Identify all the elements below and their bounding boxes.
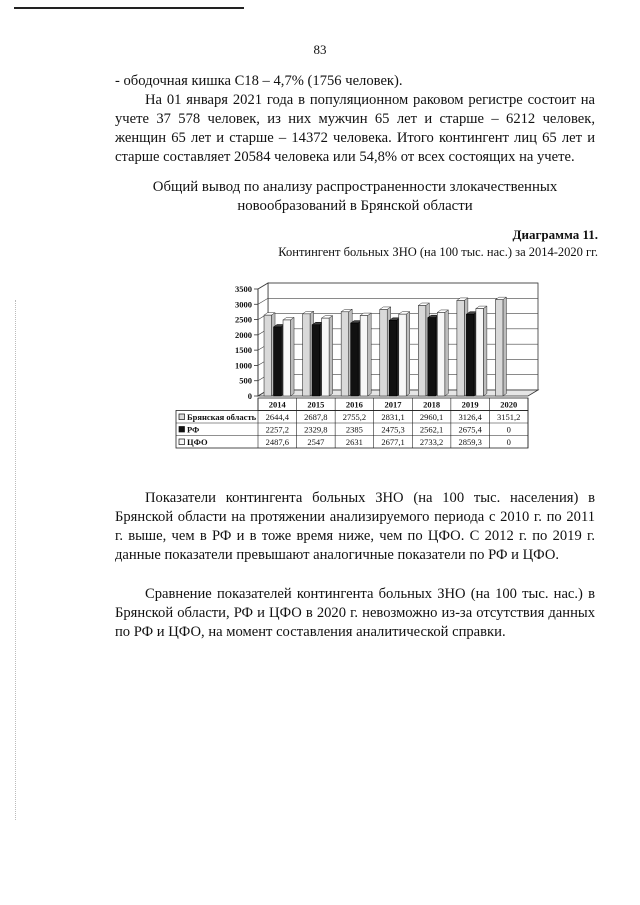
bar-rf-2019 (466, 314, 474, 396)
data-label: 2677,1 (381, 437, 405, 447)
bar-bryansk-2014 (264, 315, 272, 396)
x-tick-label-2018: 2018 (423, 399, 441, 410)
y-tick-label: 500 (239, 375, 252, 386)
bar-cfo-2016 (360, 316, 368, 396)
y-tick-label: 1500 (235, 345, 252, 356)
legend-label-bryansk: Брянская область (187, 412, 257, 422)
bar-cfo-2017-side (406, 312, 410, 396)
y-tick-label: 3500 (235, 284, 252, 294)
legend-key-rf (179, 427, 185, 433)
data-label: 0 (506, 424, 511, 435)
x-tick-label-2019: 2019 (461, 399, 479, 410)
legend-label-cfo: ЦФО (187, 437, 208, 447)
bar-rf-2018 (428, 318, 436, 396)
bar-rf-2017 (389, 320, 397, 396)
bar-bryansk-2020-side (503, 297, 507, 396)
y-tick-label: 1000 (235, 360, 252, 371)
paragraph-colon: - ободочная кишка С18 – 4,7% (1756 человек). (115, 73, 403, 89)
x-tick-label-2016: 2016 (345, 399, 363, 410)
diagram-caption: Контингент больных ЗНО (на 100 тыс. нас.) за 2014-2020 гг. (278, 245, 598, 259)
bar-cfo-2015 (322, 318, 330, 396)
bar-cfo-2014-side (291, 317, 295, 396)
bar-cfo-2016-side (368, 313, 372, 396)
data-label: 2475,3 (381, 424, 405, 435)
bar-cfo-2017 (399, 314, 407, 396)
bar-bryansk-2015 (303, 314, 311, 396)
x-tick-label-2014: 2014 (268, 399, 286, 410)
data-label: 2257,2 (265, 424, 289, 435)
y-tick-label: 2000 (235, 329, 252, 340)
data-label: 2329,8 (304, 424, 328, 435)
data-label: 2644,4 (265, 412, 289, 422)
bar-cfo-2019-side (483, 306, 487, 396)
bar-bryansk-2019 (457, 300, 465, 396)
legend-key-cfo (179, 439, 185, 445)
bar-cfo-2018 (437, 312, 445, 396)
paragraph-conclusion-2: Сравнение показателей контингента больных ЗНО (на 100 тыс. нас.) в Брянской области, РФ и ЦФО в 2020 г. невозможно из-за отсутствия данных по РФ и ЦФО, на момент составления аналитической справки. (115, 586, 595, 640)
data-label: 2733,2 (419, 437, 444, 447)
bar-bryansk-2018 (418, 306, 426, 396)
data-label: 3126,4 (458, 412, 482, 422)
bar-rf-2014 (274, 327, 282, 396)
bar-cfo-2019 (476, 309, 484, 396)
data-label: 2487,6 (265, 437, 289, 447)
bar-bryansk-2017 (380, 309, 388, 396)
paragraph-registry: На 01 января 2021 года в популяционном раковом регистре состоит на учете 37 578 человек, из них мужчин 65 лет и старше – 6212 человек, женщин 65 лет и старше – 14372 человека. Итого контингент лиц 65 лет и старше составляет 20584 человека или 54,8% от всех состоящих на учете. (115, 92, 595, 165)
x-tick-label-2017: 2017 (384, 399, 402, 410)
legend-key-bryansk (179, 414, 185, 420)
data-label: 2687,8 (304, 412, 328, 422)
data-label: 0 (506, 437, 511, 447)
y-tick-label: 2500 (235, 314, 252, 325)
bar-rf-2016 (351, 323, 359, 396)
data-label: 2631 (345, 437, 363, 447)
legend-label-rf: РФ (187, 424, 200, 435)
bar-bryansk-2016 (341, 312, 349, 396)
data-label: 2675,4 (458, 424, 482, 435)
bar-bryansk-2020 (495, 300, 503, 396)
paragraph-conclusion-1: Показатели контингента больных ЗНО (на 100 тыс. населения) в Брянской области на протяжении анализируемого периода с 2010 г. по 2011 г. выше, чем в РФ и в тоже время ниже, чем по ЦФО. С 2012 г. по 2019 г. данные показатели превышают аналогичные показатели по РФ и ЦФО. (115, 490, 595, 563)
data-label: 2547 (307, 437, 325, 447)
bar-cfo-2018-side (445, 310, 449, 396)
data-label: 3151,2 (497, 412, 521, 422)
section-heading: Общий вывод по анализу распространенности злокачественных новообразований в Брянской области (152, 179, 558, 214)
data-label: 2755,2 (342, 412, 367, 422)
bar-rf-2015 (312, 325, 320, 396)
y-tick-label: 3000 (235, 299, 252, 310)
bar-cfo-2015-side (329, 316, 333, 396)
diagram-label: Диаграмма 11. (512, 227, 598, 242)
y-tick-label: 0 (247, 391, 252, 401)
data-label: 2562,1 (419, 424, 444, 435)
x-tick-label-2015: 2015 (307, 399, 325, 410)
data-label: 2960,1 (419, 412, 444, 422)
bar-cfo-2014 (283, 320, 291, 396)
data-label: 2831,1 (381, 412, 405, 422)
x-tick-label-2020: 2020 (500, 399, 518, 410)
data-label: 2385 (345, 424, 363, 435)
data-label: 2859,3 (458, 437, 482, 447)
page-number: 83 (313, 42, 327, 57)
